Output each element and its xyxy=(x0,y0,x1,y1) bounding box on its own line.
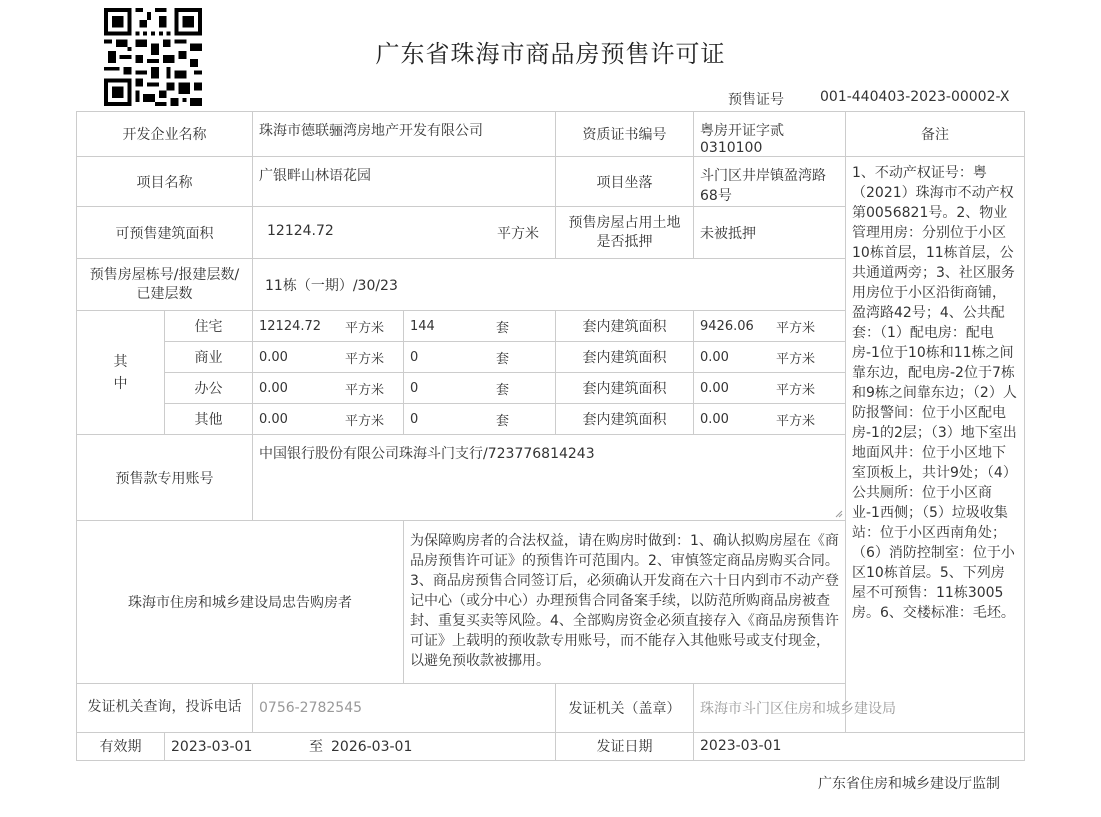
use-area: 12124.72 xyxy=(259,318,322,334)
mortgage-value: 未被抵押 xyxy=(694,207,846,259)
project-name-value: 广银畔山林语花园 xyxy=(253,157,556,207)
qualification-value: 粤房开证字贰0310100 xyxy=(694,112,846,157)
inner-area-label: 套内建筑面积 xyxy=(556,373,694,404)
buildings-value: 11栋（一期）/30/23 xyxy=(253,259,846,311)
resize-handle-icon[interactable] xyxy=(833,508,843,518)
inner-area: 9426.06 xyxy=(700,318,754,334)
area-value: 12124.72 xyxy=(267,222,334,239)
notice-text: 为保障购房者的合法权益，请在购房时做到：1、确认拟购房屋在《商品房预售许可证》的预售许可范围内。2、审慎签定商品房购买合同。3、商品房预售合同签订后，必须确认开发商在六十日内到市不动产登记中心（或分中心）办理预售合同备案手续，以防范所购商品房被查封、重复买卖等风险。4、全部购房资金必须直接存入《商品房预售许可证》上载明的预收款专用账号，而不能存入其他账号或支付现金，以避免预收款被挪用。 xyxy=(404,520,846,683)
validity-to: 2026-03-01 xyxy=(331,739,413,756)
notice-label: 珠海市住房和城乡建设局忠告购房者 xyxy=(77,520,404,683)
inner-area-unit: 平方米 xyxy=(776,320,816,336)
location-label: 项目坐落 xyxy=(556,157,694,207)
validity-from: 2023-03-01 xyxy=(171,739,253,756)
permit-table xyxy=(76,111,1025,761)
inner-area-label: 套内建筑面积 xyxy=(556,311,694,342)
remarks-text: 1、不动产权证号：粤（2021）珠海市不动产权第0056821号。2、物业管理用房：分别位于小区10栋首层，11栋首层，公共通道两旁；3、社区服务用房位于小区沿街商铺，盈湾路42号；4、公共配套：（1）配电房：配电房-1位于10栋和11栋之间靠东边，配电房-2位于7栋和9栋之间靠东边；（2）人防报警间：位于小区配电房-1的2层；（3）地下室出地面风井：位于小区地下室顶板上，共计9处；（4）公共厕所：位于小区商业-1西侧；（5）垃圾收集站：位于小区西南角处；（6）消防控制室：位于小区10栋首层。5、下列房屋不可预售：11栋3005房。6、交楼标准：毛坯。 xyxy=(846,157,1025,733)
page-title: 广东省珠海市商品房预售许可证 xyxy=(375,40,726,68)
account-label: 预售款专用账号 xyxy=(77,435,253,520)
mortgage-label: 预售房屋占用土地是否抵押 xyxy=(556,207,694,259)
use-area-unit: 平方米 xyxy=(345,382,385,398)
use-count: 0 xyxy=(410,349,419,365)
location-value: 斗门区井岸镇盈湾路68号 xyxy=(694,157,846,207)
inner-area-label: 套内建筑面积 xyxy=(556,342,694,373)
inner-area: 0.00 xyxy=(700,349,729,365)
area-unit: 平方米 xyxy=(497,225,539,242)
validity-to-label: 至 xyxy=(309,739,323,756)
use-count-unit: 套 xyxy=(496,351,510,367)
inner-area: 0.00 xyxy=(700,380,729,396)
use-type: 办公 xyxy=(165,373,253,404)
permit-number: 001-440403-2023-00002-X xyxy=(820,89,1010,105)
use-count: 144 xyxy=(410,318,435,334)
use-area: 0.00 xyxy=(259,380,288,396)
use-type: 住宅 xyxy=(165,311,253,342)
use-area: 0.00 xyxy=(259,349,288,365)
developer-value: 珠海市德联骊湾房地产开发有限公司 xyxy=(253,112,556,157)
issue-date-value: 2023-03-01 xyxy=(694,732,1025,760)
use-type: 商业 xyxy=(165,342,253,373)
issuer-value: 珠海市斗门区住房和城乡建设局 xyxy=(694,683,1025,732)
use-type: 其他 xyxy=(165,404,253,435)
inner-area: 0.00 xyxy=(700,411,729,427)
use-count-unit: 套 xyxy=(496,320,510,336)
use-area-unit: 平方米 xyxy=(345,320,385,336)
permit-number-label: 预售证号 xyxy=(728,92,784,108)
validity-label: 有效期 xyxy=(77,732,165,760)
remarks-label: 备注 xyxy=(846,112,1025,157)
hotline-value: 0756-2782545 xyxy=(253,683,556,732)
use-count: 0 xyxy=(410,411,419,427)
use-area: 0.00 xyxy=(259,411,288,427)
account-value: 中国银行股份有限公司珠海斗门支行/723776814243 xyxy=(259,446,595,463)
issue-date-label: 发证日期 xyxy=(556,732,694,760)
use-count-unit: 套 xyxy=(496,382,510,398)
qualification-label: 资质证书编号 xyxy=(556,112,694,157)
use-count-unit: 套 xyxy=(496,413,510,429)
supervisor-note: 广东省住房和城乡建设厅监制 xyxy=(818,776,1000,792)
buildings-label: 预售房屋栋号/报建层数/已建层数 xyxy=(77,259,253,311)
area-label: 可预售建筑面积 xyxy=(77,207,253,259)
use-count: 0 xyxy=(410,380,419,396)
area-cell xyxy=(253,207,556,259)
validity-range xyxy=(165,732,556,760)
inner-area-label: 套内建筑面积 xyxy=(556,404,694,435)
inner-area-unit: 平方米 xyxy=(776,382,816,398)
developer-label: 开发企业名称 xyxy=(77,112,253,157)
project-name-label: 项目名称 xyxy=(77,157,253,207)
among-label: 其中 xyxy=(77,311,165,435)
issuer-label: 发证机关（盖章） xyxy=(556,683,694,732)
inner-area-unit: 平方米 xyxy=(776,351,816,367)
use-area-unit: 平方米 xyxy=(345,413,385,429)
account-field[interactable] xyxy=(253,435,846,520)
use-area-unit: 平方米 xyxy=(345,351,385,367)
inner-area-unit: 平方米 xyxy=(776,413,816,429)
hotline-label: 发证机关查询，投诉电话 xyxy=(77,683,253,732)
